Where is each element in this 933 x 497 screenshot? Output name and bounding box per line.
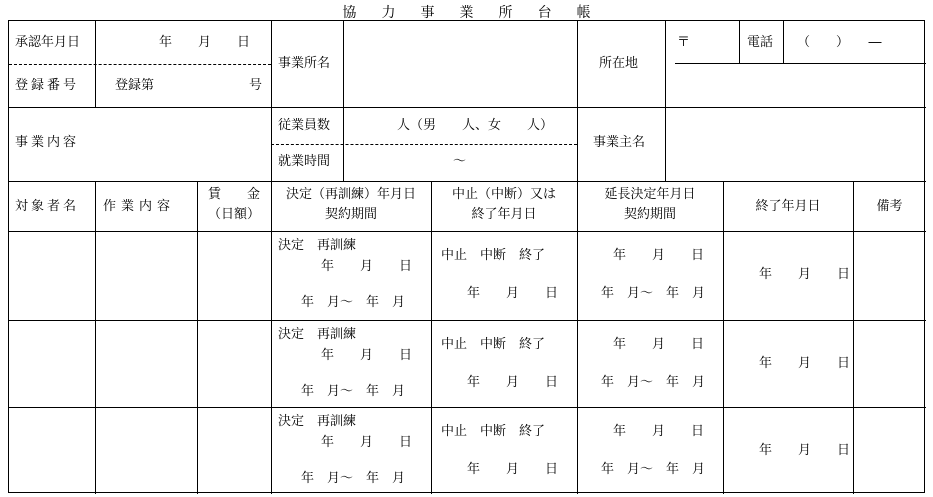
location-label: 所在地 [599,56,639,71]
hours-label: 就業時間 [278,154,331,169]
line [9,181,926,182]
decision-top: 決定 再訓練 [278,238,357,253]
line [9,231,926,232]
col-work: 作業内容 [103,199,176,214]
line [783,21,784,63]
line [853,181,854,494]
business-content-label: 事業内容 [15,135,80,150]
end-ymd: 年 月 日 [759,356,851,371]
hours-value: ～ [453,154,467,169]
line [577,181,578,494]
employees-value: 人（男 人、女 人） [397,118,554,133]
stop-top: 中止 中断 終了 [441,424,546,439]
line [95,181,96,494]
title-char: 力 [381,5,396,21]
registration-label: 登録番号 [15,78,80,93]
col-decision-1: 決定（再訓練）年月日 [285,187,416,202]
owner-label: 事業主名 [593,135,646,150]
line [739,21,740,63]
title-char: 協 [342,5,357,21]
stop-ymd: 年 月 日 [467,286,559,301]
ext-ymd: 年 月 日 [613,424,705,439]
business-name-label: 事業所名 [278,56,331,71]
stop-top: 中止 中断 終了 [441,248,546,263]
title-char: 台 [537,5,552,21]
line [343,21,344,181]
stop-ymd: 年 月 日 [467,375,559,390]
approval-date-label: 承認年月日 [15,35,81,50]
decision-period: 年 月～ 年 月 [301,384,406,399]
line [271,21,272,494]
stop-top: 中止 中断 終了 [441,337,546,352]
col-stop-1: 中止（中断）又は [451,187,556,202]
ext-period: 年 月～ 年 月 [601,375,706,390]
phone-label: 電話 [747,35,774,50]
ext-ymd: 年 月 日 [613,337,705,352]
title-char: 帳 [576,5,591,21]
col-decision-2: 契約期間 [324,207,377,222]
col-wage-1: 賃 金 [207,187,260,202]
decision-ymd: 年 月 日 [321,259,413,274]
end-ymd: 年 月 日 [759,267,851,282]
col-wage-2: （日額） [207,207,260,222]
line [431,181,432,494]
line [577,21,578,181]
line [9,320,926,321]
col-remarks: 備考 [876,199,903,214]
approval-date-value: 年 月 日 [159,35,251,50]
line [9,107,926,108]
line [723,181,724,494]
ext-period: 年 月～ 年 月 [601,462,706,477]
line [95,21,96,107]
col-subject: 対象者名 [15,199,80,214]
decision-ymd: 年 月 日 [321,348,413,363]
decision-top: 決定 再訓練 [278,414,357,429]
registry-form [8,20,925,493]
col-end: 終了年月日 [755,199,821,214]
registration-suffix: 号 [249,78,263,93]
title-char: 所 [498,5,513,21]
col-stop-2: 終了年月日 [471,207,537,222]
title-char: 業 [459,5,474,21]
registration-prefix: 登録第 [115,78,155,93]
line [665,21,666,181]
line [675,63,926,64]
title-char: 事 [420,5,435,21]
dashed-divider [271,144,577,145]
employees-label: 従業員数 [278,118,331,133]
page-title [0,2,933,22]
line [9,407,926,408]
ext-period: 年 月～ 年 月 [601,286,706,301]
col-extension-1: 延長決定年月日 [604,187,696,202]
ext-ymd: 年 月 日 [613,248,705,263]
stop-ymd: 年 月 日 [467,462,559,477]
decision-top: 決定 再訓練 [278,327,357,342]
end-ymd: 年 月 日 [759,443,851,458]
line [197,181,198,494]
decision-ymd: 年 月 日 [321,435,413,450]
col-extension-2: 契約期間 [623,207,676,222]
postal-mark: 〒 [677,35,691,50]
phone-format: （ ） ― [797,35,882,50]
decision-period: 年 月～ 年 月 [301,295,406,310]
decision-period: 年 月～ 年 月 [301,471,406,486]
dashed-divider [9,64,271,65]
